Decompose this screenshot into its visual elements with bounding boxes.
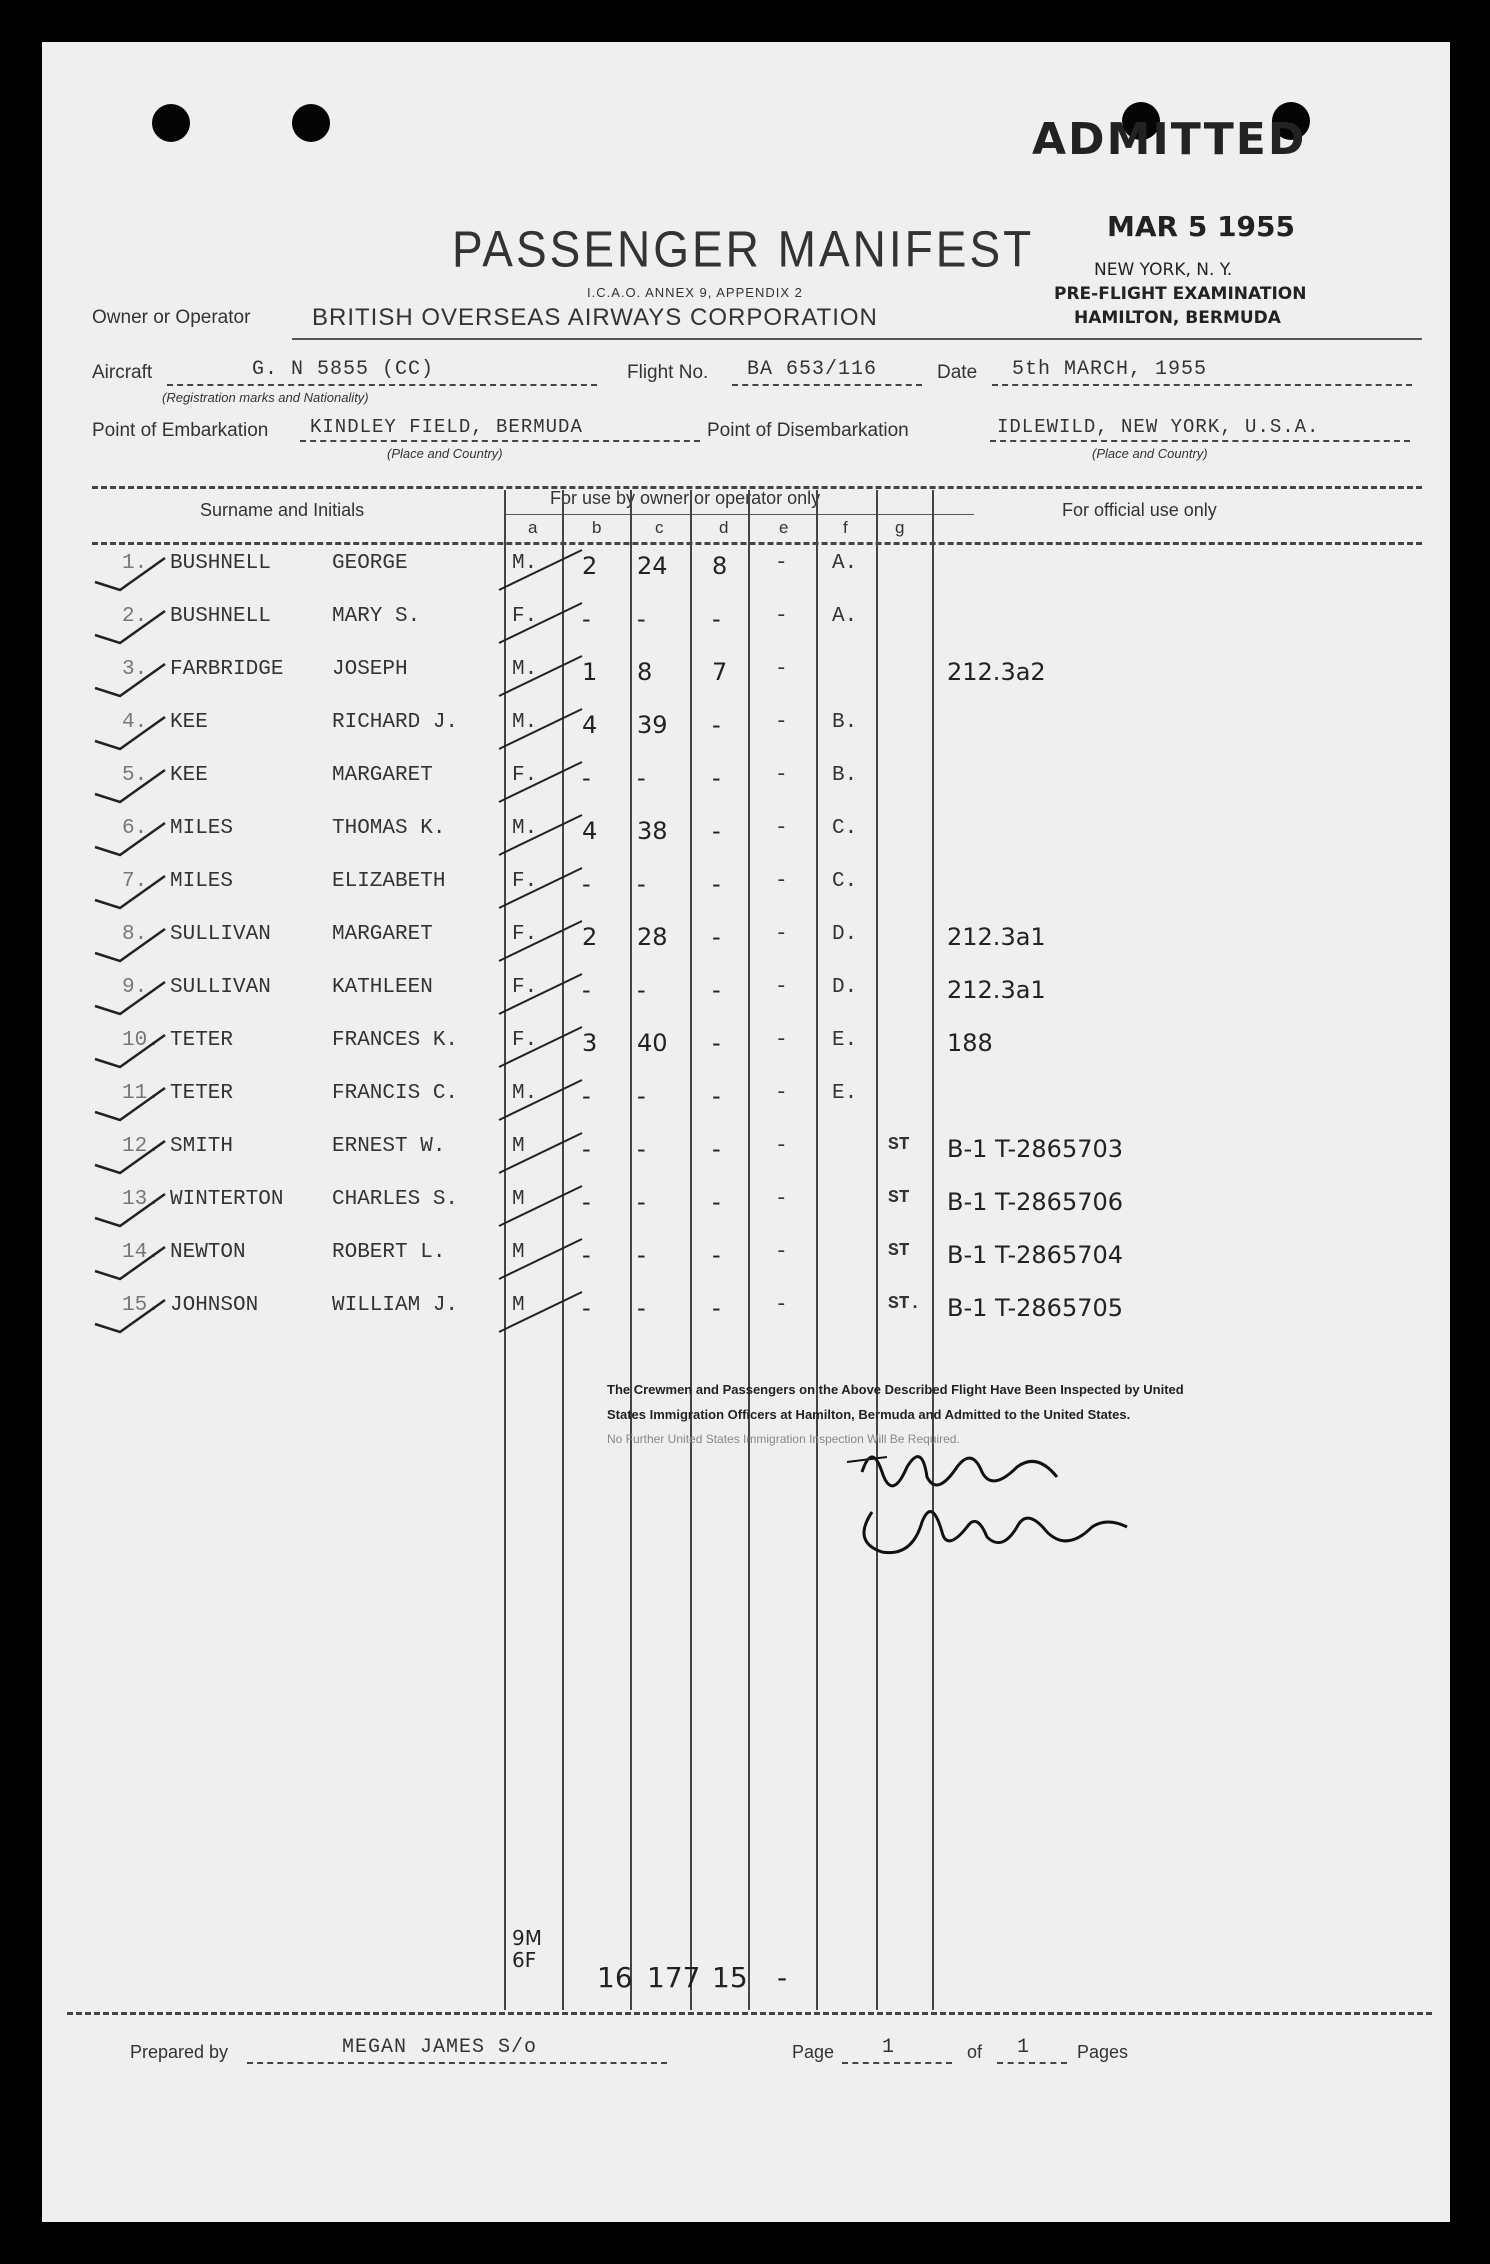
stamp-line-3: HAMILTON, BERMUDA (1074, 308, 1281, 328)
col-c-value: - (637, 605, 646, 633)
official-use-value: 188 (947, 1029, 993, 1057)
col-c-value: - (637, 870, 646, 898)
col-d-value: - (712, 870, 721, 898)
sub-col-header-b: b (592, 518, 602, 537)
col-group-header: For use by owner or operator only (550, 488, 821, 508)
table-row (42, 1029, 1450, 1081)
col-f-value: C. (832, 817, 858, 840)
passenger-surname: TETER (170, 1082, 234, 1105)
passenger-surname: KEE (170, 764, 208, 787)
col-f-value: A. (832, 605, 858, 628)
passenger-surname: SMITH (170, 1135, 234, 1158)
passenger-surname: BUSHNELL (170, 605, 271, 628)
owner-value: BRITISH OVERSEAS AIRWAYS CORPORATION (312, 304, 878, 331)
passenger-surname: SULLIVAN (170, 976, 271, 999)
table-row (42, 658, 1450, 710)
flight-label: Flight No. (627, 362, 709, 383)
official-use-value: 212.3a1 (947, 923, 1046, 951)
col-b-value: - (582, 764, 591, 792)
slash-mark-icon (497, 1180, 587, 1230)
punch-hole-left-1 (152, 104, 190, 142)
col-d-value: - (712, 1135, 721, 1163)
col-f-value: B. (832, 764, 858, 787)
row-number: 9. (122, 976, 148, 999)
slash-mark-icon (497, 1233, 587, 1283)
passenger-surname: JOHNSON (170, 1294, 259, 1317)
col-official-header: For official use only (1062, 500, 1217, 520)
row-number: 10. (122, 1029, 160, 1052)
aircraft-line (167, 384, 597, 386)
passenger-given-name: FRANCIS C. (332, 1082, 459, 1105)
row-number: 8. (122, 923, 148, 946)
table-row (42, 1294, 1450, 1346)
passenger-surname: TETER (170, 1029, 234, 1052)
passenger-given-name: WILLIAM J. (332, 1294, 459, 1317)
official-use-value: B-1 T-2865704 (947, 1241, 1124, 1269)
check-mark-icon (90, 1031, 170, 1071)
col-a-value: M (512, 1294, 525, 1317)
col-c-value: 40 (637, 1029, 668, 1057)
col-a-value: M. (512, 711, 538, 734)
col-b-value: - (582, 605, 591, 633)
table-row (42, 817, 1450, 869)
slash-mark-icon (497, 544, 587, 594)
col-d-value: - (712, 764, 721, 792)
passenger-surname: MILES (170, 817, 234, 840)
col-f-value: E. (832, 1082, 858, 1105)
passenger-surname: WINTERTON (170, 1188, 284, 1211)
total-e: - (777, 1961, 788, 1994)
col-c-value: - (637, 1188, 646, 1216)
row-number: 2. (122, 605, 148, 628)
of-label: of (967, 2042, 983, 2062)
col-a-value: F. (512, 870, 538, 893)
prepared-value: MEGAN JAMES S/o (342, 2036, 538, 2059)
col-f-value: A. (832, 552, 858, 575)
col-g-value: ST. (888, 1294, 921, 1314)
table-row (42, 711, 1450, 763)
date-label: Date (937, 362, 978, 383)
page-subtitle: I.C.A.O. ANNEX 9, APPENDIX 2 (587, 285, 803, 300)
col-a-value: F. (512, 923, 538, 946)
of-line (997, 2062, 1067, 2064)
col-f-value: D. (832, 976, 858, 999)
page-line (842, 2062, 952, 2064)
col-e-value: - (775, 923, 788, 946)
col-e-value: - (775, 1241, 788, 1264)
col-e-value: - (775, 1082, 788, 1105)
embark-value: KINDLEY FIELD, BERMUDA (310, 416, 583, 438)
stamp-line-1: NEW YORK, N. Y. (1094, 260, 1233, 280)
table-row (42, 1241, 1450, 1293)
col-e-value: - (775, 870, 788, 893)
slash-mark-icon (497, 809, 587, 859)
col-g-value: ST (888, 1188, 910, 1208)
total-c: 177 (647, 1961, 701, 1994)
check-mark-icon (90, 1296, 170, 1336)
col-g-value: ST (888, 1135, 910, 1155)
table-row (42, 1188, 1450, 1240)
col-b-value: - (582, 1135, 591, 1163)
check-mark-icon (90, 978, 170, 1018)
col-e-value: - (775, 658, 788, 681)
total-d: 15 (712, 1961, 748, 1994)
of-value: 1 (1017, 2036, 1031, 2059)
passenger-given-name: ROBERT L. (332, 1241, 446, 1264)
col-b-value: 4 (582, 817, 598, 845)
table-row (42, 605, 1450, 657)
owner-line (292, 338, 1422, 340)
row-number: 14. (122, 1241, 160, 1264)
col-f-value: B. (832, 711, 858, 734)
official-use-value: 212.3a1 (947, 976, 1046, 1004)
officer-signatures (842, 1432, 1202, 1572)
check-mark-icon (90, 1084, 170, 1124)
slash-mark-icon (497, 968, 587, 1018)
date-line (992, 384, 1412, 386)
passenger-surname: NEWTON (170, 1241, 246, 1264)
col-f-value: E. (832, 1029, 858, 1052)
col-d-value: - (712, 1029, 721, 1057)
admitted-stamp: ADMITTED (1032, 114, 1307, 165)
col-d-value: 8 (712, 552, 728, 580)
col-b-value: - (582, 870, 591, 898)
col-b-value: - (582, 1241, 591, 1269)
row-number: 6. (122, 817, 148, 840)
col-a-value: F. (512, 764, 538, 787)
sub-col-header-d: d (719, 518, 729, 537)
embark-note: (Place and Country) (387, 446, 503, 461)
col-d-value: - (712, 1241, 721, 1269)
col-d-value: - (712, 1294, 721, 1322)
passenger-surname: BUSHNELL (170, 552, 271, 575)
col-c-value: - (637, 1082, 646, 1110)
check-mark-icon (90, 607, 170, 647)
page-label: Page (792, 2042, 835, 2062)
col-e-value: - (775, 1294, 788, 1317)
col-e-value: - (775, 764, 788, 787)
col-e-value: - (775, 817, 788, 840)
slash-mark-icon (497, 756, 587, 806)
prepared-label: Prepared by (130, 2042, 229, 2062)
col-c-value: - (637, 976, 646, 1004)
col-c-value: 8 (637, 658, 653, 686)
total-a: 9M 6F (512, 1926, 542, 1972)
disembark-label: Point of Disembarkation (707, 420, 909, 441)
col-d-value: - (712, 711, 721, 739)
col-b-value: - (582, 1188, 591, 1216)
passenger-given-name: GEORGE (332, 552, 408, 575)
col-e-value: - (775, 605, 788, 628)
col-a-value: M (512, 1188, 525, 1211)
col-e-value: - (775, 1135, 788, 1158)
col-e-value: - (775, 1029, 788, 1052)
col-b-value: 4 (582, 711, 598, 739)
embark-label: Point of Embarkation (92, 420, 269, 441)
table-row (42, 552, 1450, 604)
page-value: 1 (882, 2036, 896, 2059)
inspection-line-2: States Immigration Officers at Hamilton, Bermuda and Admitted to the United States. (607, 1407, 1131, 1422)
col-d-value: - (712, 1188, 721, 1216)
slash-mark-icon (497, 915, 587, 965)
col-b-value: 1 (582, 658, 598, 686)
passenger-surname: KEE (170, 711, 208, 734)
col-d-value: - (712, 817, 721, 845)
passenger-given-name: KATHLEEN (332, 976, 433, 999)
official-use-value: B-1 T-2865705 (947, 1294, 1124, 1322)
col-a-value: F. (512, 976, 538, 999)
row-number: 1. (122, 552, 148, 575)
check-mark-icon (90, 925, 170, 965)
check-mark-icon (90, 1137, 170, 1177)
col-e-value: - (775, 976, 788, 999)
passenger-given-name: FRANCES K. (332, 1029, 459, 1052)
slash-mark-icon (497, 650, 587, 700)
col-d-value: 7 (712, 658, 728, 686)
table-row (42, 1135, 1450, 1187)
sub-col-header-f: f (843, 518, 848, 537)
check-mark-icon (90, 660, 170, 700)
slash-mark-icon (497, 1127, 587, 1177)
col-g-value: ST (888, 1241, 910, 1261)
check-mark-icon (90, 819, 170, 859)
col-a-value: M. (512, 552, 538, 575)
sub-col-header-g: g (895, 518, 905, 537)
slash-mark-icon (497, 1074, 587, 1124)
check-mark-icon (90, 713, 170, 753)
official-use-value: B-1 T-2865706 (947, 1188, 1124, 1216)
passenger-given-name: ELIZABETH (332, 870, 446, 893)
table-row (42, 764, 1450, 816)
disembark-note: (Place and Country) (1092, 446, 1208, 461)
stamp-date: MAR 5 1955 (1107, 210, 1296, 243)
col-a-value: M. (512, 1082, 538, 1105)
col-a-value: F. (512, 1029, 538, 1052)
col-c-value: 39 (637, 711, 668, 739)
col-d-value: - (712, 605, 721, 633)
row-number: 15. (122, 1294, 160, 1317)
sub-col-header-a: a (528, 518, 538, 537)
col-a-value: M (512, 1135, 525, 1158)
check-mark-icon (90, 1243, 170, 1283)
table-row (42, 976, 1450, 1028)
slash-mark-icon (497, 862, 587, 912)
row-number: 4. (122, 711, 148, 734)
row-number: 7. (122, 870, 148, 893)
table-row (42, 923, 1450, 975)
check-mark-icon (90, 766, 170, 806)
check-mark-icon (90, 1190, 170, 1230)
pages-label: Pages (1077, 2042, 1129, 2062)
col-c-value: - (637, 1294, 646, 1322)
col-c-value: - (637, 764, 646, 792)
table-row (42, 1082, 1450, 1134)
col-e-value: - (775, 711, 788, 734)
aircraft-label: Aircraft (92, 362, 153, 383)
passenger-surname: FARBRIDGE (170, 658, 284, 681)
official-use-value: 212.3a2 (947, 658, 1046, 686)
col-c-value: - (637, 1135, 646, 1163)
col-f-value: D. (832, 923, 858, 946)
inspection-line-3: No Further United States Immigration Inspection Will Be Required. (607, 1432, 960, 1446)
footer-top-line (67, 2012, 1432, 2015)
col-e-value: - (775, 552, 788, 575)
col-b-value: 2 (582, 923, 598, 951)
col-d-value: - (712, 923, 721, 951)
sub-col-header-c: c (655, 518, 664, 537)
col-b-value: 3 (582, 1029, 598, 1057)
row-number: 3. (122, 658, 148, 681)
header-bottom-line (92, 542, 1422, 545)
col-a-value: M. (512, 658, 538, 681)
punch-hole-left-2 (292, 104, 330, 142)
passenger-given-name: THOMAS K. (332, 817, 446, 840)
col-f-value: C. (832, 870, 858, 893)
passenger-given-name: MARGARET (332, 764, 433, 787)
manifest-page (42, 42, 1450, 2222)
sub-col-header-e: e (779, 518, 789, 537)
col-c-value: 28 (637, 923, 668, 951)
col-c-value: 24 (637, 552, 668, 580)
passenger-surname: SULLIVAN (170, 923, 271, 946)
date-value: 5th MARCH, 1955 (1012, 358, 1208, 381)
col-d-value: - (712, 976, 721, 1004)
group-header-line (504, 514, 974, 515)
col-a-value: M (512, 1241, 525, 1264)
slash-mark-icon (497, 1286, 587, 1336)
official-use-value: B-1 T-2865703 (947, 1135, 1124, 1163)
embark-line (300, 440, 700, 442)
col-c-value: 38 (637, 817, 668, 845)
slash-mark-icon (497, 597, 587, 647)
stamp-line-2: PRE-FLIGHT EXAMINATION (1054, 284, 1307, 304)
flight-value: BA 653/116 (747, 358, 878, 381)
row-number: 12. (122, 1135, 160, 1158)
check-mark-icon (90, 554, 170, 594)
row-number: 13. (122, 1188, 160, 1211)
col-c-value: - (637, 1241, 646, 1269)
slash-mark-icon (497, 703, 587, 753)
col-b-value: - (582, 1294, 591, 1322)
owner-label: Owner or Operator (92, 307, 251, 328)
flight-line (732, 384, 922, 386)
passenger-given-name: MARY S. (332, 605, 421, 628)
passenger-given-name: CHARLES S. (332, 1188, 459, 1211)
disembark-value: IDLEWILD, NEW YORK, U.S.A. (997, 416, 1320, 438)
passenger-given-name: MARGARET (332, 923, 433, 946)
row-number: 11. (122, 1082, 160, 1105)
col-b-value: 2 (582, 552, 598, 580)
col-b-value: - (582, 976, 591, 1004)
col-a-value: F. (512, 605, 538, 628)
col-a-value: M. (512, 817, 538, 840)
disembark-line (990, 440, 1410, 442)
col-b-value: - (582, 1082, 591, 1110)
passenger-surname: MILES (170, 870, 234, 893)
row-number: 5. (122, 764, 148, 787)
aircraft-value: G. N 5855 (CC) (252, 358, 435, 381)
aircraft-note: (Registration marks and Nationality) (162, 390, 369, 405)
col-name-header: Surname and Initials (200, 500, 365, 520)
col-e-value: - (775, 1188, 788, 1211)
slash-mark-icon (497, 1021, 587, 1071)
inspection-line-1: The Crewmen and Passengers on the Above Described Flight Have Been Inspected by United (607, 1382, 1184, 1397)
page-title: PASSENGER MANIFEST (452, 220, 1035, 278)
table-row (42, 870, 1450, 922)
passenger-given-name: JOSEPH (332, 658, 408, 681)
col-d-value: - (712, 1082, 721, 1110)
total-b: 16 (597, 1961, 633, 1994)
check-mark-icon (90, 872, 170, 912)
passenger-given-name: ERNEST W. (332, 1135, 446, 1158)
prepared-line (247, 2062, 667, 2064)
passenger-given-name: RICHARD J. (332, 711, 459, 734)
